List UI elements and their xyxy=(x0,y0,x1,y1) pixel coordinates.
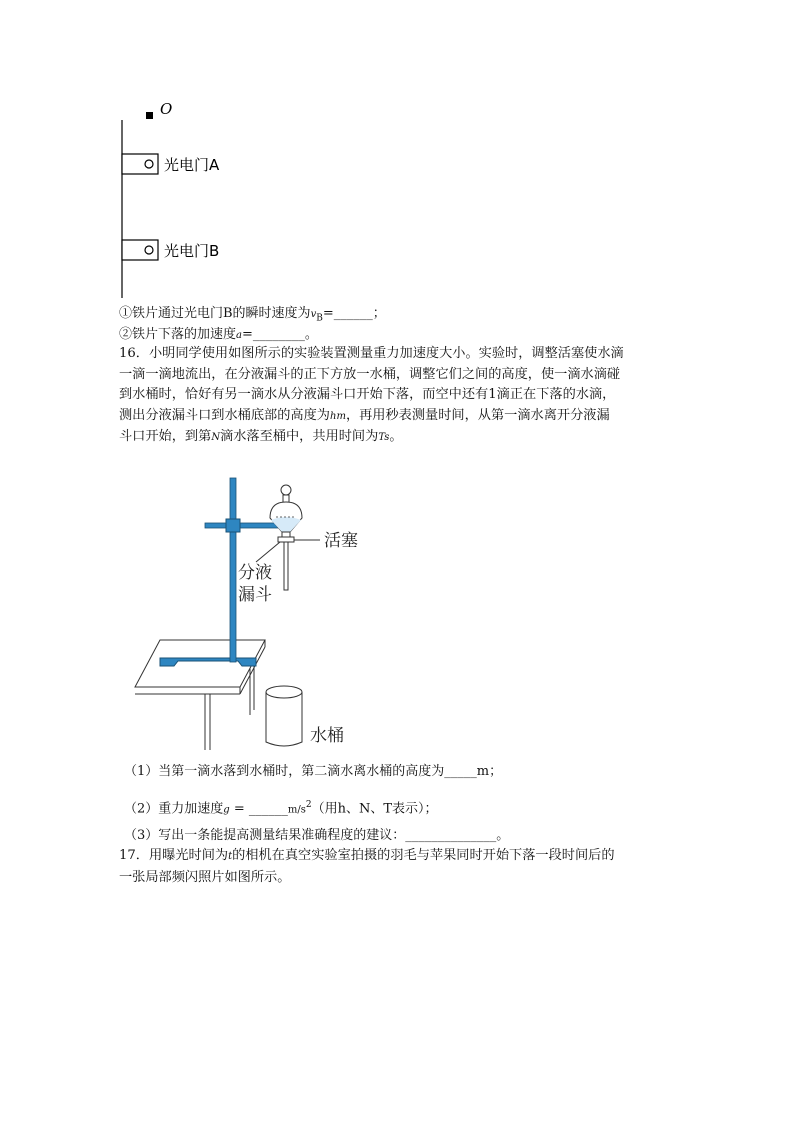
photogate-a xyxy=(122,154,220,174)
funnel-pointer xyxy=(256,542,280,562)
q16-paragraph xyxy=(119,344,684,449)
q16-line-5: 斗口开始，到第N滴水落至桶中，共用时间为Ts。 xyxy=(119,429,403,444)
stand-arm xyxy=(205,523,285,528)
bucket xyxy=(266,686,302,746)
g-unit: m/s xyxy=(287,804,306,816)
time-var: Ts xyxy=(378,432,390,443)
q15-item-1-var: v xyxy=(310,309,317,320)
q16-line-3: 到水桶时，恰好有另一滴水从分液漏斗口开始下落，而空中还有1滴正在下落的水滴， xyxy=(119,387,616,402)
sub-question-2: （2）重力加速度$g = \_\_\_\_\_\_m/s^2$（用h、N、T表示）； xyxy=(124,800,438,817)
photogate-b xyxy=(122,240,219,260)
stand-rod xyxy=(230,478,236,662)
photogate-figure xyxy=(118,98,278,298)
clamp xyxy=(226,519,240,532)
stopcock-label: 活塞 xyxy=(324,531,358,551)
stopcock xyxy=(278,537,294,542)
g-var: g xyxy=(223,804,230,816)
point-o-label: O xyxy=(160,100,173,118)
q16-line-2: 一滴一滴地流出，在分液漏斗的正下方放一水桶，调整它们之间的高度，使一滴水滴碰 xyxy=(119,366,621,382)
photogate-b-label: 光电门B xyxy=(164,242,220,260)
bucket-label: 水桶 xyxy=(310,726,344,746)
q16-line-4: 测出分液漏斗口到水桶底部的高度为hm，再用秒表测量时间，从第一滴水离开分液漏 xyxy=(119,407,610,423)
q15-item-1-text: ①铁片通过光电门B的瞬时速度为 xyxy=(119,306,311,321)
funnel-label-2: 漏斗 xyxy=(238,585,272,605)
q15-item-1-sub: B xyxy=(316,313,323,324)
t-var: t xyxy=(228,851,233,862)
photogate-a-label: 光电门A xyxy=(164,156,220,174)
q15-item-2-var: a xyxy=(236,330,242,341)
height-var: hm xyxy=(330,410,346,422)
q17-line-1: 17．用曝光时间为t的相机在真空实验室拍摄的羽毛与苹果同时开始下落一段时间后的 xyxy=(119,848,615,863)
apparatus-figure xyxy=(130,470,370,750)
q15-item-2-text: ②铁片下落的加速度 xyxy=(119,327,237,342)
q15-item-2-blank: =________。 xyxy=(241,327,318,342)
sub-question-3: （3）写出一条能提高测量结果准确程度的建议：______________。 xyxy=(124,828,510,843)
q15-item-2 xyxy=(119,325,318,346)
g-blank: = ______ xyxy=(229,801,288,817)
q17-paragraph xyxy=(119,846,684,888)
iron-piece xyxy=(146,112,153,119)
q15-item-1-blank: =______； xyxy=(322,306,386,321)
n-var: N xyxy=(211,432,221,443)
separatory-funnel xyxy=(270,485,302,590)
sub-question-1: （1）当第一滴水落到水桶时，第二滴水离水桶的高度为_____m； xyxy=(124,764,503,779)
funnel-label-1: 分液 xyxy=(238,563,272,583)
q17-line-2: 一张局部频闪照片如图所示。 xyxy=(119,869,291,885)
q16-line-1: 16．小明同学使用如图所示的实验装置测量重力加速度大小。实验时，调整活塞使水滴 xyxy=(119,346,624,361)
table xyxy=(135,640,265,750)
